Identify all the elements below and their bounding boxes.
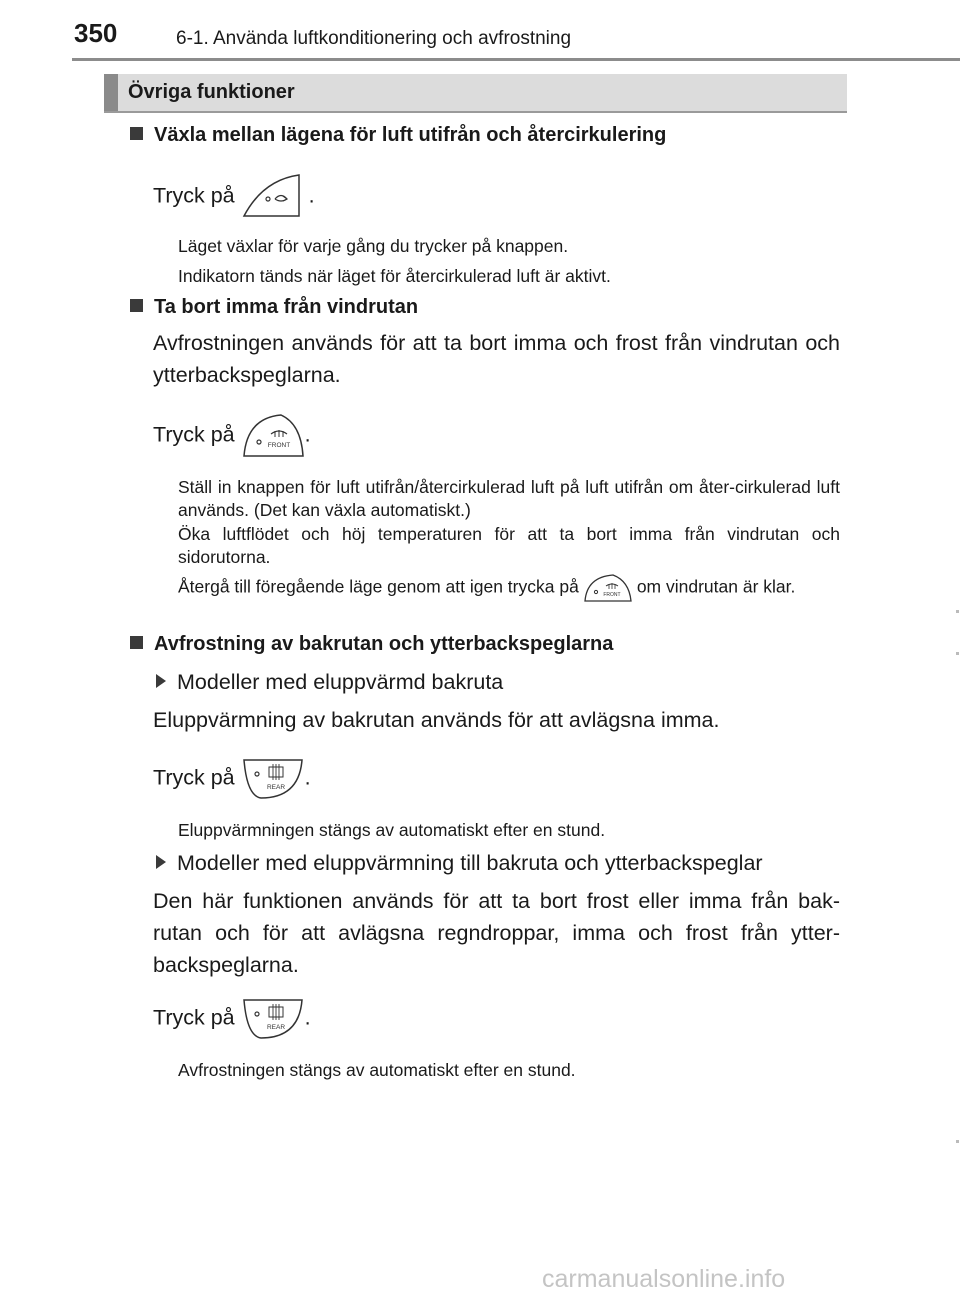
margin-tick <box>956 1140 959 1143</box>
model-item-1: Modeller med eluppvärmd bakruta <box>156 670 503 695</box>
front-defog-button-icon <box>583 573 633 603</box>
front-defog-button-icon <box>241 412 305 460</box>
rear-button-label: REAR <box>266 1024 285 1031</box>
rear-defog-instruction-2: Tryck på REAR . <box>153 996 311 1042</box>
front-button-label: FRONT <box>603 592 621 598</box>
rear-defog-button-icon <box>241 756 305 802</box>
section-accent <box>104 74 118 111</box>
margin-tick <box>956 652 959 655</box>
front-defog-heading: Ta bort imma från vindrutan <box>130 296 418 319</box>
rear-defog-body-2: Den här funktionen används för att ta bort frost eller imma från bak-rutan och för att avlägsna regndroppar, imma och frost från ytter-backspeglarna. <box>153 889 840 977</box>
square-bullet-icon <box>130 127 143 140</box>
recirc-note-2: Indikatorn tänds när läget för återcirkulerad luft är aktivt. <box>178 266 611 286</box>
square-bullet-icon <box>130 636 143 649</box>
recirc-note-1: Läget växlar för varje gång du trycker på knappen. <box>178 236 569 256</box>
front-button-label: FRONT <box>267 442 290 449</box>
recirculation-button-icon <box>241 172 309 222</box>
section-bar <box>104 74 847 113</box>
rear-button-label: REAR <box>266 784 285 791</box>
rear-defog-button-icon <box>241 996 305 1042</box>
front-defog-note-3: Återgå till föregående läge genom att igen trycka på FRONT om vindrutan är klar. <box>178 573 840 603</box>
watermark: carmanualsonline.info <box>542 1265 786 1293</box>
front-defog-body: Avfrostningen används för att ta bort imma och frost från vindrutan och ytterbackspeglarna. <box>153 331 840 387</box>
recirc-heading: Växla mellan lägena för luft utifrån och återcirkulering <box>130 124 666 147</box>
rear-defog-note-1: Eluppvärmningen stängs av automatiskt efter en stund. <box>178 820 606 840</box>
front-defog-note-2: Öka luftflödet och höj temperaturen för att ta bort imma från vindrutan och sidorutorna. <box>178 524 840 567</box>
running-header: 6-1. Använda luftkonditionering och avfrostning <box>176 28 572 49</box>
recirc-instruction: Tryck på . <box>153 172 315 222</box>
page-number: 350 <box>74 18 118 48</box>
header-rule <box>72 58 960 61</box>
margin-tick <box>956 610 959 613</box>
rear-defog-heading: Avfrostning av bakrutan och ytterbackspeglarna <box>130 633 613 656</box>
square-bullet-icon <box>130 299 143 312</box>
front-defog-instruction: Tryck på FRONT . <box>153 412 311 460</box>
rear-defog-note-2: Avfrostningen stängs av automatiskt efter en stund. <box>178 1060 576 1080</box>
section-title: Övriga funktioner <box>128 81 295 103</box>
triangle-bullet-icon <box>156 855 166 869</box>
rear-defog-instruction-1: Tryck på REAR . <box>153 756 311 802</box>
triangle-bullet-icon <box>156 674 166 688</box>
rear-defog-body-1: Eluppvärmning av bakrutan används för att avlägsna imma. <box>153 708 720 732</box>
front-defog-note-1: Ställ in knappen för luft utifrån/återcirkulerad luft på luft utifrån om åter-cirkulerad luft används. (Det kan växla automatiskt.) <box>178 477 840 520</box>
model-item-2: Modeller med eluppvärmning till bakruta och ytterbackspeglar <box>156 851 763 876</box>
